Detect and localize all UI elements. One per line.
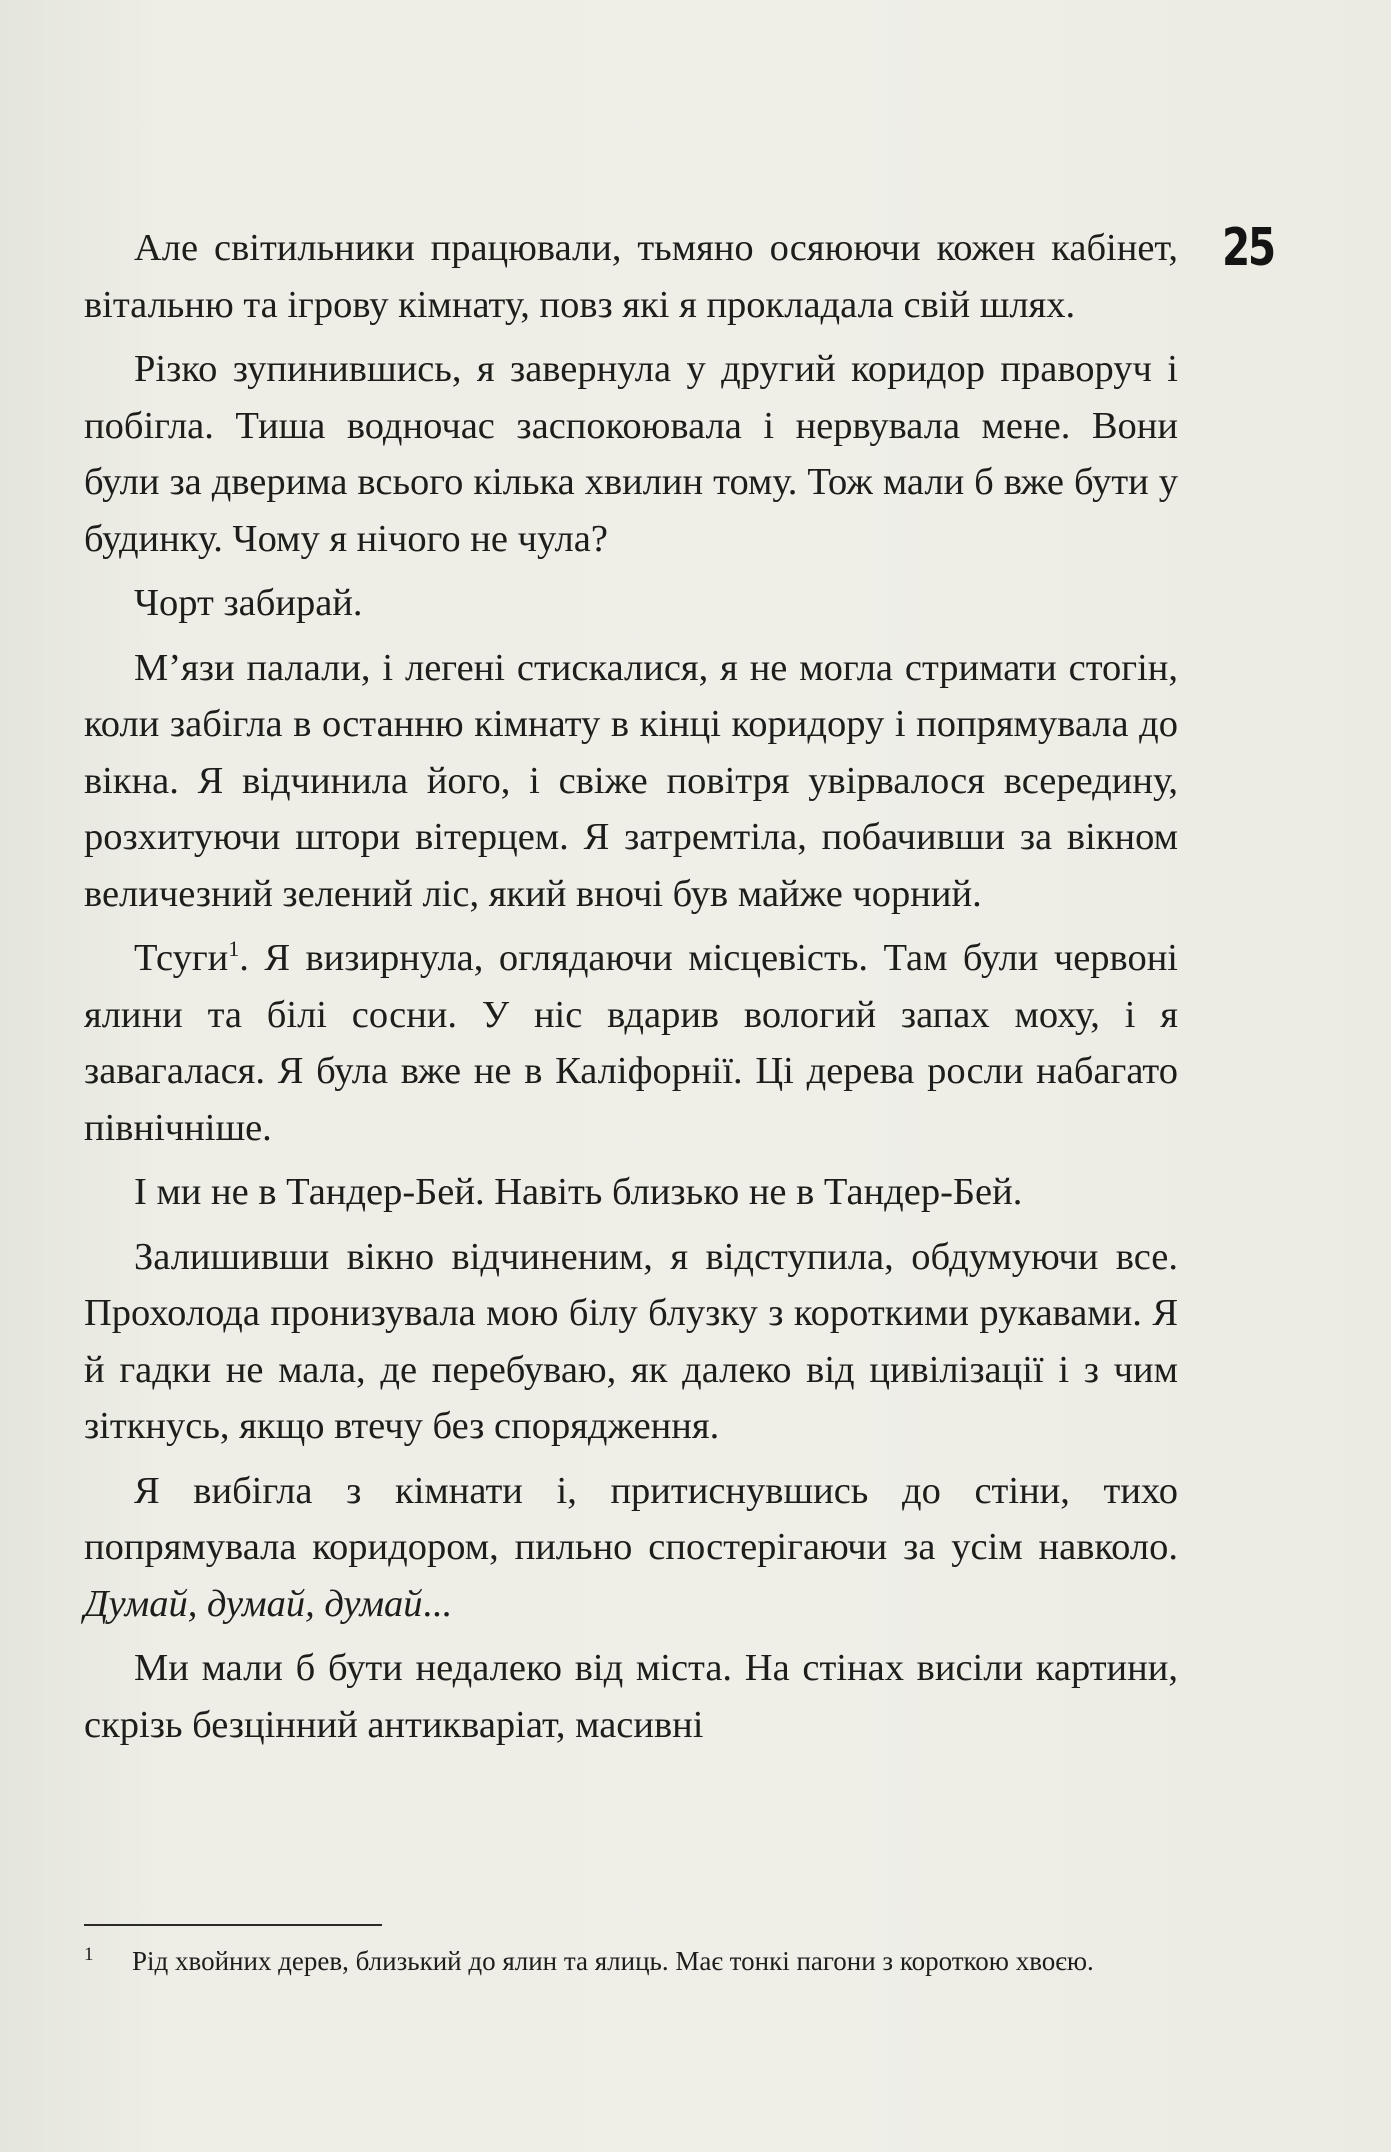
paragraph-9: Ми мали б бути недалеко від міста. На стінах висіли картини, скрізь безцінний антикваріат, масивні [84, 1647, 1178, 1746]
paragraph-8 [84, 1463, 1178, 1633]
footnote-text: Рід хвойних дерев, близький до ялин та ялиць. Має тонкі пагони з короткою хвоєю. [132, 1946, 1094, 1976]
body-text [84, 220, 1178, 1761]
paragraph-4: М’язи палали, і легені стискалися, я не могла стримати стогін, коли забігла в останню кімнату в кінці коридору і попрямувала до вікна. Я відчинила його, і свіже повітря увірвалося всередину, розхитуючи штори вітерцем. Я затремтіла, побачивши за вікном величезний зелений ліс, який вночі був майже чорний. [84, 646, 1178, 915]
paragraph-1: Але світильники працювали, тьмяно осяюючи кожен кабінет, вітальню та ігрову кімнату, повз які я прокладала свій шлях. [84, 227, 1178, 326]
footnote-divider [84, 1924, 382, 1926]
paragraph-3: Чорт забирай. [134, 582, 363, 624]
paragraph-5-rest: . Я визирнула, оглядаючи місцевість. Там були червоні ялини та білі сосни. У ніс вдарив вологий запах моху, і я завагалася. Я була вже не в Каліфорнії. Ці дерева росли набагато північніше. [84, 937, 1178, 1149]
paragraph-6: І ми не в Тандер-Бей. Навіть близько не в Тандер-Бей. [134, 1171, 1023, 1213]
paragraph-8-ellipsis: ... [422, 1582, 452, 1625]
paragraph-8-italic-thought: Думай, думай, думай [84, 1582, 423, 1625]
paragraph-7: Залишивши вікно відчиненим, я відступила, обдумуючи все. Прохолода пронизувала мою білу блузку з короткими рукавами. Я й гадки не мала, де перебуваю, як далеко від цивілізації і з чим зіткнусь, якщо втечу без спорядження. [84, 1235, 1178, 1447]
page-number: 25 [1222, 218, 1274, 278]
paragraph-2: Різко зупинившись, я завернула у другий коридор праворуч і побігла. Тиша водночас заспокоювала і нервувала мене. Вони були за дверима всього кілька хвилин тому. Тож мали б вже бути у будинку. Чому я нічого не чула? [84, 348, 1178, 560]
paragraph-5 [84, 930, 1178, 1156]
footnote-reference[interactable]: 1 [228, 936, 240, 962]
footnote [84, 1942, 1178, 1980]
paragraph-5-start: Тсуги [134, 937, 229, 979]
footnote-mark: 1 [84, 1944, 94, 1965]
paragraph-8-text: Я вибігла з кімнати і, притиснувшись до стіни, тихо попрямувала коридором, пильно спостерігаючи за усім навколо. [84, 1469, 1178, 1568]
